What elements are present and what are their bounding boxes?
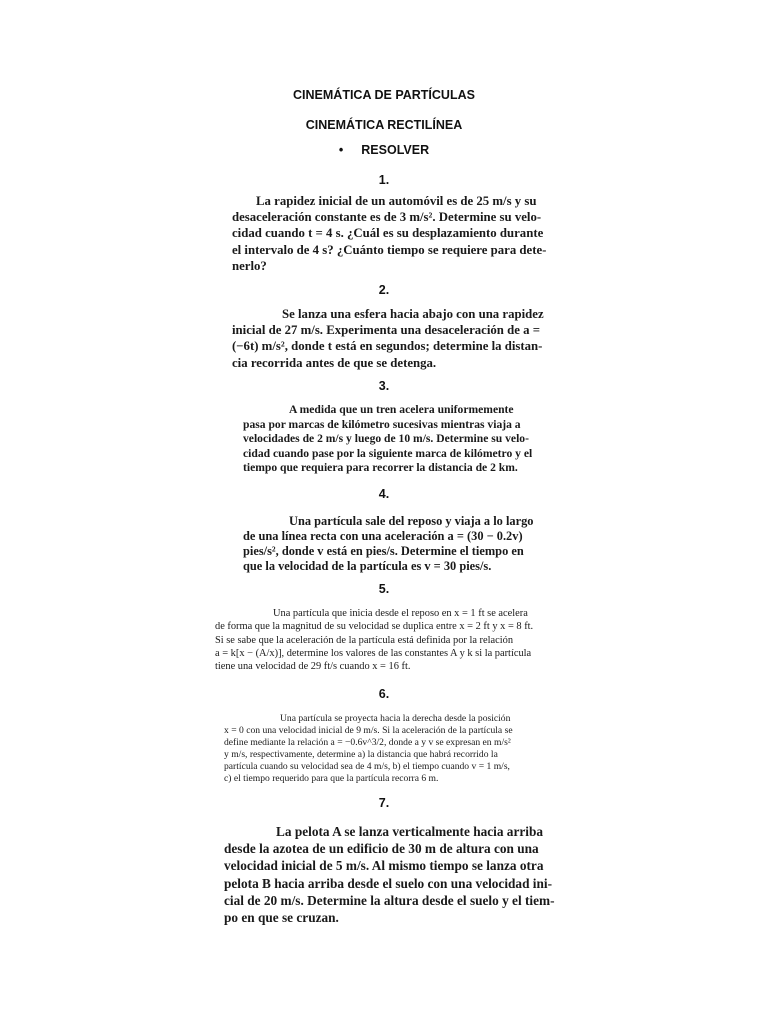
problem-line: cidad cuando pase por la siguiente marca de kilómetro y el xyxy=(243,446,533,460)
instruction-line xyxy=(0,142,768,158)
problem-line: x = 0 con una velocidad inicial de 9 m/s. Si la aceleración de la partícula se xyxy=(224,725,513,737)
problem-line: cial de 20 m/s. Determine la altura desde el suelo y el tiem- xyxy=(224,892,555,908)
problem-line: tiene una velocidad de 29 ft/s cuando x = 16 ft. xyxy=(215,661,411,673)
problem-line: po en que se cruzan. xyxy=(224,910,339,926)
problem-line: de forma que la magnitud de su velocidad se duplica entre x = 2 ft y x = 8 ft. xyxy=(215,621,534,633)
problem-line: cia recorrida antes de que se detenga. xyxy=(232,355,437,370)
document-subtitle: CINEMÁTICA RECTILÍNEA xyxy=(305,118,463,132)
problem-line: tiempo que requiera para recorrer la distancia de 2 km. xyxy=(243,461,518,475)
problem-line: y m/s, respectivamente, determine a) la distancia que habrá recorrido la xyxy=(224,749,498,761)
problem-line: A medida que un tren acelera uniformemente xyxy=(289,403,514,416)
problem-number: 7. xyxy=(378,796,390,810)
bullet-icon: • xyxy=(338,143,344,157)
problem-line: Si se sabe que la aceleración de la partícula está definida por la relación xyxy=(215,634,514,646)
problem-line: Una partícula se proyecta hacia la derecha desde la posición xyxy=(280,713,511,724)
problem-line: de una línea recta con una aceleración a = (30 − 0.2v) xyxy=(243,529,523,543)
problem-6-text xyxy=(224,713,554,786)
problem-4-text xyxy=(243,514,534,574)
problem-line: inicial de 27 m/s. Experimenta una desaceleración de a = xyxy=(232,323,541,338)
problem-line: Una partícula que inicia desde el reposo en x = 1 ft se acelera xyxy=(273,608,528,619)
problem-number: 4. xyxy=(378,487,390,501)
document-title: CINEMÁTICA DE PARTÍCULAS xyxy=(293,88,475,102)
problem-line: desaceleración constante es de 3 m/s². Determine su velo- xyxy=(232,210,542,225)
problem-line: pies/s², donde v está en pies/s. Determine el tiempo en xyxy=(243,544,524,558)
problem-line: desde la azotea de un edificio de 30 m de altura con una xyxy=(224,841,539,857)
problem-line: que la velocidad de la partícula es v = 30 pies/s. xyxy=(243,559,492,573)
problem-line: pelota B hacia arriba desde el suelo con una velocidad ini- xyxy=(224,875,553,891)
problem-5-text xyxy=(215,607,555,673)
problem-number: 2. xyxy=(378,283,390,297)
problem-line: Se lanza una esfera hacia abajo con una rapidez xyxy=(282,307,544,321)
problem-line: c) el tiempo requerido para que la partícula recorra 6 m. xyxy=(224,773,439,785)
problem-2-text xyxy=(232,306,544,371)
instruction-text: RESOLVER xyxy=(361,143,430,157)
problem-line: Una partícula sale del reposo y viaja a lo largo xyxy=(289,514,534,528)
problem-line: La rapidez inicial de un automóvil es de 25 m/s y su xyxy=(256,194,537,208)
problem-number: 5. xyxy=(378,582,390,596)
problem-line: cidad cuando t = 4 s. ¿Cuál es su desplazamiento durante xyxy=(232,226,544,241)
problem-1-text xyxy=(232,193,547,274)
problem-line: pasa por marcas de kilómetro sucesivas mientras viaja a xyxy=(243,417,521,431)
problem-3-text xyxy=(243,403,533,476)
problem-line: define mediante la relación a = −0.6v^3/2, donde a y v se expresan en m/s² xyxy=(224,737,511,749)
problem-number: 1. xyxy=(378,173,390,187)
problem-7-text xyxy=(224,823,554,926)
problem-line: velocidades de 2 m/s y luego de 10 m/s. Determine su velo- xyxy=(243,432,529,446)
problem-line: el intervalo de 4 s? ¿Cuánto tiempo se requiere para dete- xyxy=(232,242,547,257)
problem-number: 6. xyxy=(378,687,390,701)
problem-line: nerlo? xyxy=(232,258,267,273)
problem-line: velocidad inicial de 5 m/s. Al mismo tiempo se lanza otra xyxy=(224,858,544,874)
problem-line: (−6t) m/s², donde t está en segundos; determine la distan- xyxy=(232,339,543,354)
problem-line: a = k[x − (A/x)], determine los valores de las constantes A y k si la partícula xyxy=(215,647,532,659)
problem-number: 3. xyxy=(378,379,390,393)
problem-line: La pelota A se lanza verticalmente hacia arriba xyxy=(276,824,544,839)
problem-line: partícula cuando su velocidad sea de 4 m/s, b) el tiempo cuando v = 1 m/s, xyxy=(224,761,510,773)
